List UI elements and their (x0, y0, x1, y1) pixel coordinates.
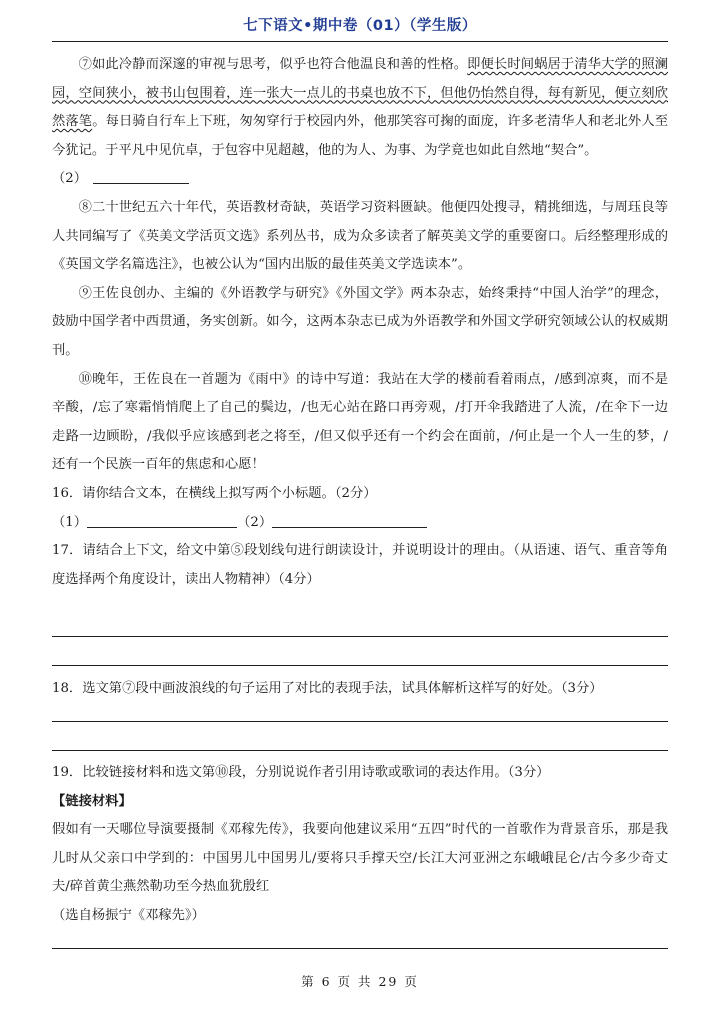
question-19: 19．比较链接材料和选文第⑩段，分别说说作者引用诗歌或歌词的表达作用。（3分） (52, 765, 550, 780)
paragraph-9: ⑨王佐良创办、主编的《外语教学与研究》《外国文学》两本杂志，始终秉持“中国人治学”的理念，鼓励中国学者中西贯通，务实创新。如今，这两本杂志已成为外语教学和外国文学研究领域公认的权威期刊。 (52, 285, 668, 358)
link-material-body: 假如有一天哪位导演要摄制《邓稼先传》，我要向他建议采用“五四”时代的一首歌作为背景音乐，那是我儿时从父亲口中学到的：中国男儿中国男儿/要将只手撑天空/长江大河亚洲之东峨峨昆仑/古今多少奇丈夫/碎首黄尘燕然勒功至今热血犹殷红 (52, 822, 668, 895)
q18-answer-line-2[interactable] (52, 750, 668, 751)
page-body (52, 51, 668, 594)
q16-label-1: （1） (52, 514, 88, 530)
paragraph-7-wavy-sentence: 即便长时间蜗居于清华大学的照澜园，空间狭小，被书山包围着，连一张大一点儿的书桌也放不下，但他仍怡然自得，每有新见，便立刻欣然落笔 (52, 57, 669, 130)
question-16-answer-row (52, 509, 668, 538)
subtitle-2-row (52, 165, 668, 194)
page-footer: 第 6 页 共 29 页 (301, 974, 419, 989)
paragraph-7-rest: 。每日骑自行车上下班，匆匆穿行于校园内外，他那笑容可掬的面庞，许多老清华人和老北外人至今犹记。于平凡中见伉卓，于包容中见超越，他的为人、为事、为学竟也如此自然地“契合”。 (52, 114, 669, 158)
q19-block (52, 759, 668, 931)
question-18: 18．选文第⑦段中画波浪线的句子运用了对比的表现手法，试具体解析这样写的好处。（3分） (52, 681, 603, 696)
q18-block (52, 675, 668, 704)
q16-blank-1[interactable] (87, 513, 237, 528)
q18-answer-line-1[interactable] (52, 721, 668, 722)
question-17: 17．请结合上下文，给文中第⑤段划线句进行朗读设计，并说明设计的理由。（从语速、语气、重音等角度选择两个角度设计，读出人物精神）（4分） (52, 543, 668, 587)
q17-answer-line-1[interactable] (52, 636, 668, 637)
paragraph-7 (52, 51, 668, 165)
subtitle-2-blank (93, 169, 189, 184)
paragraph-8: ⑧二十世纪五六十年代，英语教材奇缺，英语学习资料匮缺。他便四处搜寻，精挑细选，与周珏良等人共同编写了《英美文学活页文选》系列丛书，成为众多读者了解英美文学的重要窗口。后经整理形成的《英国文学名篇选注》，也被公认为“国内出版的最佳英美文学选读本”。 (52, 199, 668, 273)
question-16: 16．请你结合文本，在横线上拟写两个小标题。（2分） (52, 485, 377, 501)
q17-answer-line-2[interactable] (52, 665, 668, 666)
header-divider (52, 41, 668, 42)
q16-blank-2[interactable] (272, 513, 427, 528)
link-material-source: （选自杨振宁《邓稼先》） (52, 907, 205, 923)
link-material-title: 【链接材料】 (52, 793, 132, 809)
q16-label-2: （2） (237, 514, 273, 530)
paragraph-10: ⑩晚年，王佐良在一首题为《雨中》的诗中写道：我站在大学的楼前看着雨点，/感到凉爽，而不是辛酸，/忘了寒霜悄悄爬上了自己的鬓边，/也无心站在路口再旁观，/打开伞我踏进了人流，/在伞下一边走路一边顾盼，/我似乎应该感到老之将至，/但又似乎还有一个约会在面前，/何止是一个人一生的梦，/还有一个民族一百年的焦虑和心愿！ (52, 371, 668, 473)
q19-answer-line[interactable] (52, 948, 668, 949)
page-header-title: 七下语文•期中卷（01）（学生版） (243, 18, 477, 34)
paragraph-7-start: ⑦如此冷静而深邃的审视与思考，似乎也符合他温良和善的性格。 (78, 57, 468, 72)
subtitle-2-label: （2） (52, 171, 88, 187)
